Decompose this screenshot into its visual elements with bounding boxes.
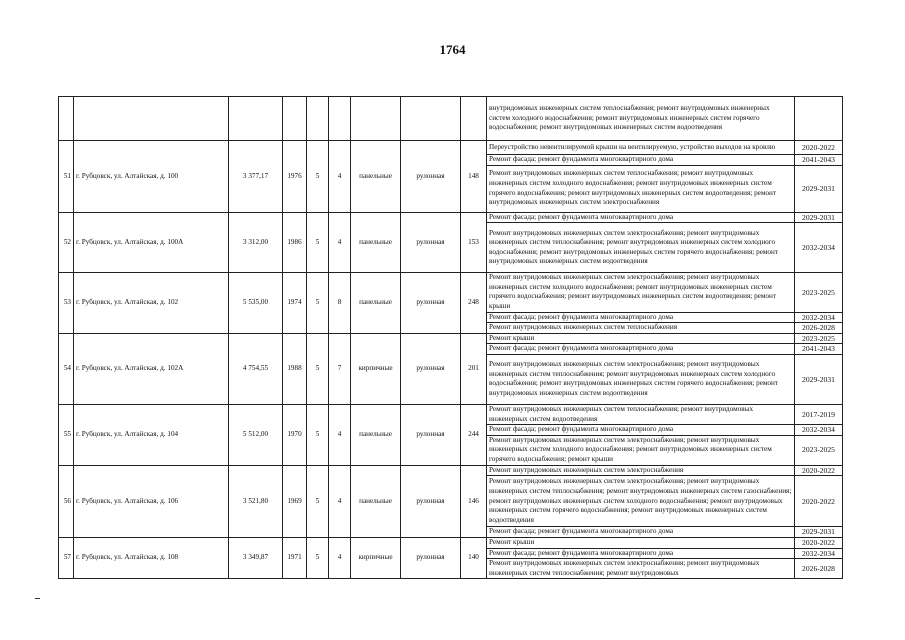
year-cell: 1986 [283, 212, 307, 273]
roof-type-cell: рулонная [401, 212, 461, 273]
work-period-cell: 2020-2022 [795, 465, 843, 476]
quantity-cell: 146 [461, 465, 487, 537]
wall-material-cell: панельные [351, 404, 401, 465]
work-description-cell: Ремонт внутридомовых инженерных систем теплоснабжения [487, 323, 795, 334]
row-number: 56 [59, 465, 74, 537]
roof-type-cell: рулонная [401, 273, 461, 334]
work-description-cell: Ремонт фасада; ремонт фундамента многоквартирного дома [487, 344, 795, 355]
address-cell: г. Рубцовск, ул. Алтайская, д. 108 [74, 537, 229, 578]
entrances-cell: 4 [329, 404, 351, 465]
roof-type-cell: рулонная [401, 404, 461, 465]
floors-cell: 5 [307, 537, 329, 578]
page-number: 1764 [439, 42, 466, 57]
roof-type-cell: рулонная [401, 141, 461, 213]
quantity-cell: 153 [461, 212, 487, 273]
year-cell: 1988 [283, 333, 307, 404]
area-cell: 3 377,17 [229, 141, 283, 213]
table-row [59, 465, 843, 476]
work-period-cell [795, 97, 843, 141]
address-cell: г. Рубцовск, ул. Алтайская, д. 100А [74, 212, 229, 273]
entrances-cell: 4 [329, 537, 351, 578]
address-cell: г. Рубцовск, ул. Алтайская, д. 100 [74, 141, 229, 213]
entrances-cell: 7 [329, 333, 351, 404]
area-cell: 4 754,55 [229, 333, 283, 404]
quantity-cell: 248 [461, 273, 487, 334]
wall-material-cell: кирпичные [351, 333, 401, 404]
entrances-cell: 4 [329, 141, 351, 213]
wall-material-cell: панельные [351, 465, 401, 537]
work-description-cell: Ремонт фасада; ремонт фундамента многоквартирного дома [487, 425, 795, 436]
wall-material-cell [351, 97, 401, 141]
table-row [59, 273, 843, 312]
work-period-cell: 2017-2019 [795, 404, 843, 424]
address-cell: г. Рубцовск, ул. Алтайская, д. 106 [74, 465, 229, 537]
quantity-cell: 201 [461, 333, 487, 404]
work-period-cell: 2032-2034 [795, 548, 843, 559]
work-period-cell: 2041-2043 [795, 344, 843, 355]
address-cell [74, 97, 229, 141]
floors-cell: 5 [307, 465, 329, 537]
year-cell: 1971 [283, 537, 307, 578]
work-description-cell: Ремонт внутридомовых инженерных систем электроснабжения; ремонт внутридомовых инженерных систем холодного водоснабжения; ремонт внутридомовых инженерных систем горячего водоснабжения; ремонт крыши [487, 435, 795, 465]
year-cell: 1969 [283, 465, 307, 537]
entrances-cell: 8 [329, 273, 351, 334]
floors-cell: 5 [307, 141, 329, 213]
quantity-cell [461, 97, 487, 141]
work-description-cell: Ремонт внутридомовых инженерных систем электроснабжения; ремонт внутридомовых инженерных систем холодного водоснабжения; ремонт внутридомовых инженерных систем горячего водоснабжения; ремонт внутридомовых инженерных систем водоотведения; ремонт крыши [487, 273, 795, 312]
year-cell: 1976 [283, 141, 307, 213]
work-description-cell: Ремонт фасада; ремонт фундамента многоквартирного дома [487, 312, 795, 323]
work-description-cell: Ремонт крыши [487, 537, 795, 548]
year-cell [283, 97, 307, 141]
work-period-cell: 2029-2031 [795, 212, 843, 223]
entrances-cell: 4 [329, 465, 351, 537]
year-cell: 1974 [283, 273, 307, 334]
table-row [59, 212, 843, 223]
work-description-cell: Ремонт фасада; ремонт фундамента многоквартирного дома [487, 212, 795, 223]
floors-cell: 5 [307, 273, 329, 334]
floors-cell [307, 97, 329, 141]
floors-cell: 5 [307, 212, 329, 273]
area-cell: 3 349,87 [229, 537, 283, 578]
address-cell: г. Рубцовск, ул. Алтайская, д. 102 [74, 273, 229, 334]
roof-type-cell: рулонная [401, 333, 461, 404]
area-cell: 3 312,00 [229, 212, 283, 273]
table-row [59, 537, 843, 548]
work-period-cell: 2020-2022 [795, 537, 843, 548]
row-number: 53 [59, 273, 74, 334]
work-period-cell: 2026-2028 [795, 323, 843, 334]
work-period-cell: 2032-2034 [795, 223, 843, 273]
table-row [59, 404, 843, 424]
row-number: 55 [59, 404, 74, 465]
wall-material-cell: панельные [351, 212, 401, 273]
capital-repair-table [58, 96, 843, 579]
entrances-cell [329, 97, 351, 141]
quantity-cell: 140 [461, 537, 487, 578]
work-description-cell: Ремонт фасада; ремонт фундамента многоквартирного дома [487, 527, 795, 538]
work-description-cell: Ремонт внутридомовых инженерных систем электроснабжения [487, 465, 795, 476]
work-period-cell: 2029-2031 [795, 165, 843, 212]
area-cell [229, 97, 283, 141]
work-description-cell: Ремонт внутридомовых инженерных систем электроснабжения; ремонт внутридомовых инженерных систем теплоснабжения; ремонт внутридомовых инженерных систем газоснабжения; ремонт внутридомовых инженерных систем холодного водоснабжения; ремонт внутридомовых инженерных систем горячего водоснабжения; ремонт внутридомовых инженерных систем водоотведения [487, 476, 795, 527]
roof-type-cell: рулонная [401, 537, 461, 578]
work-period-cell: 2032-2034 [795, 312, 843, 323]
row-number: 52 [59, 212, 74, 273]
work-description-cell: Ремонт крыши [487, 333, 795, 344]
wall-material-cell: кирпичные [351, 537, 401, 578]
table-row [59, 97, 843, 141]
row-number: 57 [59, 537, 74, 578]
table-row [59, 333, 843, 344]
work-description-cell: Ремонт внутридомовых инженерных систем электроснабжения; ремонт внутридомовых инженерных систем теплоснабжения; ремонт внутридомовых [487, 559, 795, 579]
work-period-cell: 2023-2025 [795, 435, 843, 465]
work-period-cell: 2041-2043 [795, 155, 843, 166]
row-number [59, 97, 74, 141]
quantity-cell: 148 [461, 141, 487, 213]
address-cell: г. Рубцовск, ул. Алтайская, д. 102А [74, 333, 229, 404]
roof-type-cell [401, 97, 461, 141]
work-description-cell: Ремонт внутридомовых инженерных систем электроснабжения; ремонт внутридомовых инженерных систем теплоснабжения; ремонт внутридомовых инженерных систем холодного водоснабжения; ремонт внутридомовых инженерных систем горячего водоснабжения; ремонт внутридомовых инженерных систем водоотведения [487, 354, 795, 404]
area-cell: 5 535,00 [229, 273, 283, 334]
work-period-cell: 2029-2031 [795, 354, 843, 404]
table-body [59, 97, 843, 579]
row-number: 54 [59, 333, 74, 404]
work-description-cell: Ремонт внутридомовых инженерных систем теплоснабжения; ремонт внутридомовых инженерных систем водоотведения [487, 404, 795, 424]
work-description-cell: Ремонт внутридомовых инженерных систем электроснабжения; ремонт внутридомовых инженерных систем теплоснабжения; ремонт внутридомовых инженерных систем холодного водоснабжения; ремонт внутридомовых инженерных систем горячего водоснабжения; ремонт внутридомовых инженерных систем водоотведения [487, 223, 795, 273]
work-period-cell: 2023-2025 [795, 273, 843, 312]
work-period-cell: 2026-2028 [795, 559, 843, 579]
wall-material-cell: панельные [351, 141, 401, 213]
work-period-cell: 2020-2022 [795, 476, 843, 527]
work-period-cell: 2020-2022 [795, 141, 843, 155]
floors-cell: 5 [307, 404, 329, 465]
work-description-cell: Ремонт внутридомовых инженерных систем теплоснабжения; ремонт внутридомовых инженерных систем холодного водоснабжения; ремонт внутридомовых инженерных систем горячего водоснабжения; ремонт внутридомовых инженерных систем водоотведения; ремонт внутридомовых инженерных систем электроснабжения [487, 165, 795, 212]
year-cell: 1970 [283, 404, 307, 465]
address-cell: г. Рубцовск, ул. Алтайская, д. 104 [74, 404, 229, 465]
floors-cell: 5 [307, 333, 329, 404]
work-description-cell: Переустройство невентилируемой крыши на вентилируемую, устройство выходов на кровлю [487, 141, 795, 155]
work-description-cell: внутридомовых инженерных систем теплоснабжения; ремонт внутридомовых инженерных систем холодного водоснабжения; ремонт внутридомовых инженерных систем горячего водоснабжения; ремонт внутридомовых инженерных систем водоотведения [487, 97, 795, 141]
work-description-cell: Ремонт фасада; ремонт фундамента многоквартирного дома [487, 155, 795, 166]
wall-material-cell: панельные [351, 273, 401, 334]
table-row [59, 141, 843, 155]
entrances-cell: 4 [329, 212, 351, 273]
work-period-cell: 2023-2025 [795, 333, 843, 344]
roof-type-cell: рулонная [401, 465, 461, 537]
area-cell: 3 521,80 [229, 465, 283, 537]
scan-mark [35, 598, 40, 599]
area-cell: 5 512,00 [229, 404, 283, 465]
row-number: 51 [59, 141, 74, 213]
work-description-cell: Ремонт фасада; ремонт фундамента многоквартирного дома [487, 548, 795, 559]
work-period-cell: 2032-2034 [795, 425, 843, 436]
work-period-cell: 2029-2031 [795, 527, 843, 538]
quantity-cell: 244 [461, 404, 487, 465]
